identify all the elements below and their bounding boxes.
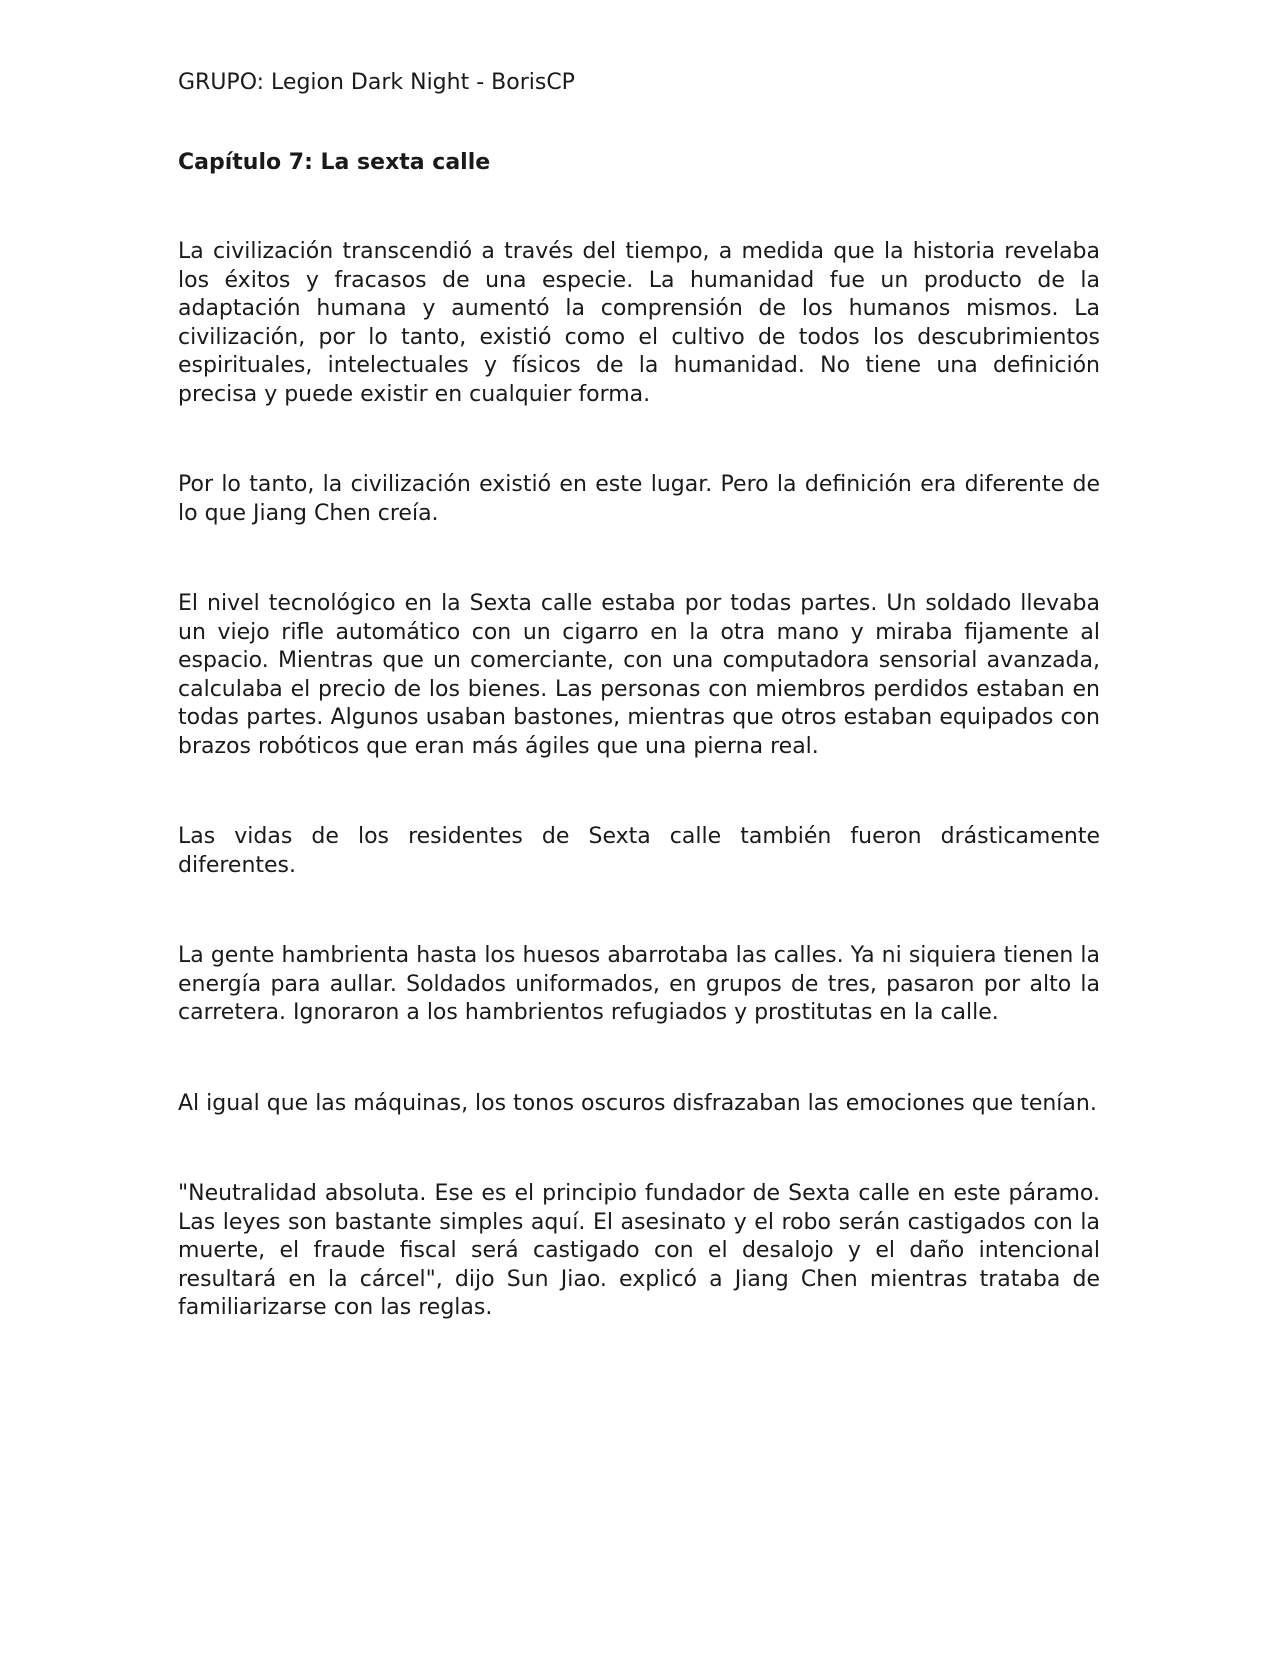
paragraph-3: El nivel tecnológico en la Sexta calle estaba por todas partes. Un soldado llevaba un viejo rifle automático con un cigarro en la otra mano y miraba fijamente al espacio. Mientras que un comerciante, con una computadora sensorial avanzada, calculaba el precio de los bienes. Las personas con miembros perdidos estaban en todas partes. Algunos usaban bastones, mientras que otros estaban equipados con brazos robóticos que eran más ágiles que una pierna real. [178, 591, 1100, 759]
paragraph-5: La gente hambrienta hasta los huesos abarrotaba las calles. Ya ni siquiera tienen la energía para aullar. Soldados uniformados, en grupos de tres, pasaron por alto la carretera. Ignoraron a los hambrientos refugiados y prostitutas en la calle. [178, 943, 1100, 1025]
group-header: GRUPO: Legion Dark Night - BorisCP [178, 70, 575, 95]
chapter-title: Capítulo 7: La sexta calle [178, 150, 491, 175]
paragraph-1: La civilización transcendió a través del tiempo, a medida que la historia revelaba los éxitos y fracasos de una especie. La humanidad fue un producto de la adaptación humana y aumentó la comprensión de los humanos mismos. La civilización, por lo tanto, existió como el cultivo de todos los descubrimientos espirituales, intelectuales y físicos de la humanidad. No tiene una definición precisa y puede existir en cualquier forma. [178, 239, 1100, 407]
paragraph-6: Al igual que las máquinas, los tonos oscuros disfrazaban las emociones que tenían. [178, 1090, 1097, 1116]
paragraph-2: Por lo tanto, la civilización existió en este lugar. Pero la definición era diferente de lo que Jiang Chen creía. [178, 472, 1100, 526]
paragraph-4: Las vidas de los residentes de Sexta calle también fueron drásticamente diferentes. [178, 824, 1100, 878]
paragraph-7: "Neutralidad absoluta. Ese es el principio fundador de Sexta calle en este páramo. Las leyes son bastante simples aquí. El asesinato y el robo serán castigados con la muerte, el fraude fiscal será castigado con el desalojo y el daño intencional resultará en la cárcel", dijo Sun Jiao. explicó a Jiang Chen mientras trataba de familiarizarse con las reglas. [178, 1181, 1100, 1320]
document-page [178, 68, 1100, 1323]
